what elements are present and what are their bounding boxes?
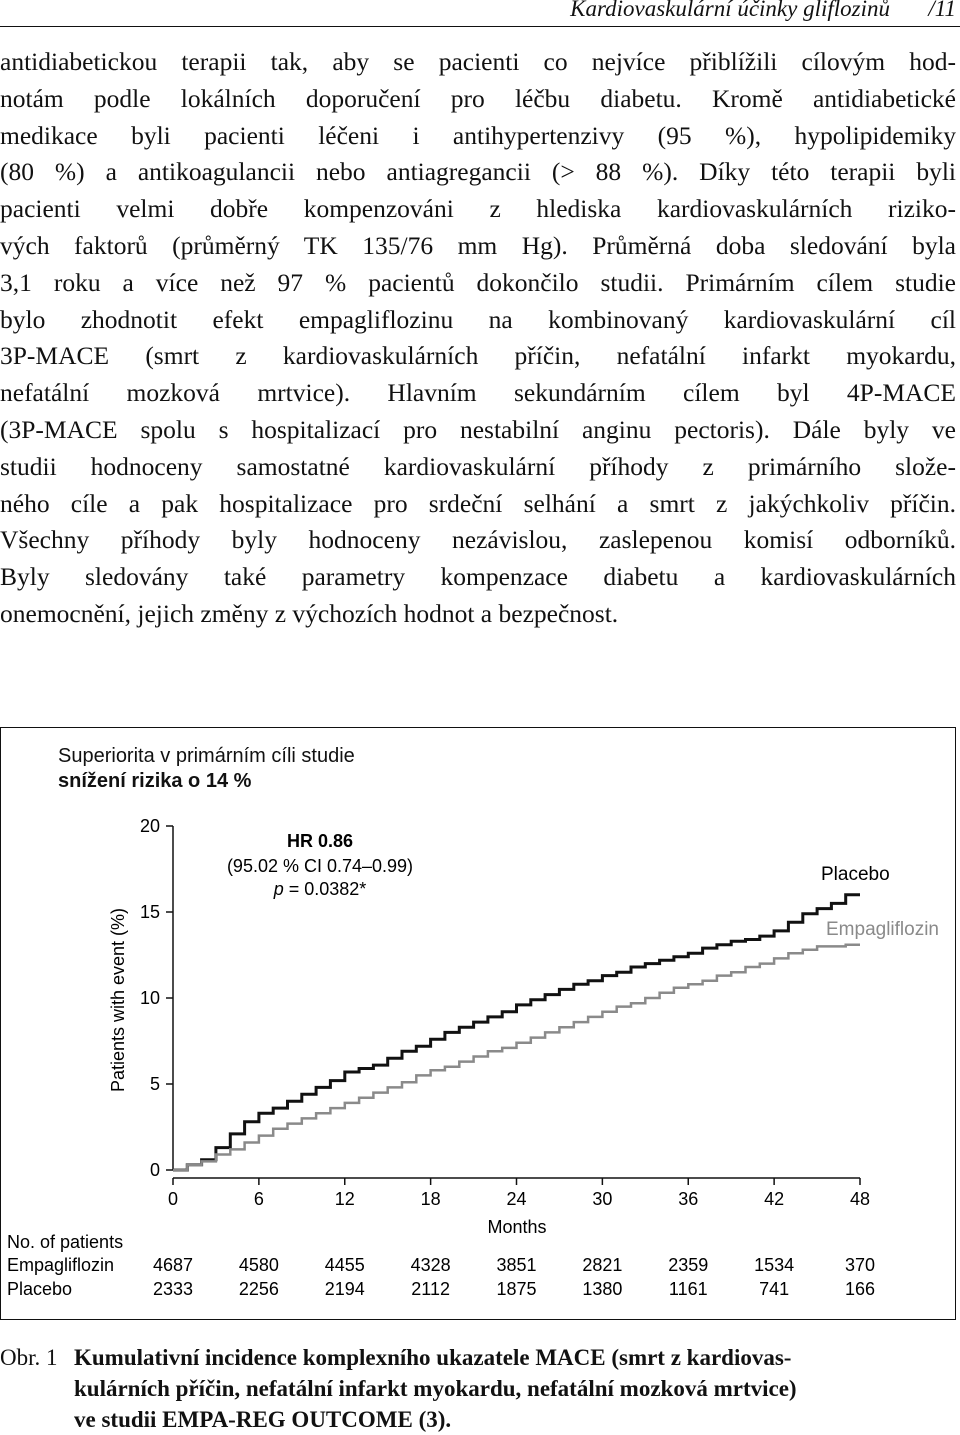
risk-table-cell: 1161 <box>668 1279 708 1299</box>
risk-table-cell: 2821 <box>582 1255 623 1275</box>
running-title: Kardiovaskulární účinky gliflozinů <box>570 0 890 21</box>
risk-table-cell: 2333 <box>152 1279 194 1299</box>
y-axis-title: Patients with event (%) <box>108 907 128 1093</box>
body-line: medikace byli pacienti léčeni i antihypertenzivy (95 %), hypolipidemiky <box>0 120 956 150</box>
risk-table-cell: 4687 <box>152 1255 194 1275</box>
body-line: onemocnění, jejich změny z výchozích hodnot a bezpečnost. <box>0 598 619 628</box>
body-line: Byly sledovány také parametry kompenzace diabetu a kardiovaskulárních <box>0 562 956 592</box>
body-line: (3P-MACE spolu s hospitalizací pro nestabilní anginu pectoris). Dále byly ve <box>0 414 956 444</box>
x-ticks <box>168 1178 870 1209</box>
empagliflozin-series-label: Empagliflozin <box>826 919 939 940</box>
body-line: Všechny příhody byly hodnoceny nezávislou, zaslepenou komisí odborníků. <box>0 525 956 555</box>
ci-label: (95.02 % CI 0.74–0.99) <box>226 856 414 876</box>
x-tick-label: 24 <box>506 1189 527 1209</box>
p-symbol: p <box>273 879 284 899</box>
risk-table-cells <box>153 1255 875 1299</box>
x-tick-label: 42 <box>764 1189 785 1209</box>
x-tick-label: 12 <box>334 1189 355 1209</box>
y-ticks <box>140 816 173 1180</box>
body-line: (80 %) a antikoagulancii nebo antiagregancii (> 88 %). Díky této terapii byli <box>0 157 956 187</box>
x-tick-label: 36 <box>678 1189 699 1209</box>
x-tick-label: 0 <box>167 1189 179 1209</box>
risk-table-header: No. of patients <box>7 1232 124 1252</box>
caption-line: Kumulativní incidence komplexního ukazatele MACE (smrt z kardiovas- <box>74 1345 792 1370</box>
y-tick-label: 10 <box>139 988 160 1008</box>
body-line: nefatální mozková mrtvice). Hlavním sekundárním cílem byl 4P-MACE <box>0 378 956 408</box>
x-tick-label: 48 <box>849 1189 871 1209</box>
p-value-label <box>273 879 367 899</box>
empagliflozin-curve <box>173 945 860 1170</box>
risk-table-cell: 2194 <box>324 1279 365 1299</box>
body-line: 3,1 roku a více než 97 % pacientů dokončilo studii. Primárním cílem studie <box>0 267 956 297</box>
body-line: vých faktorů (průměrný TK 135/76 mm Hg). Průměrná doba sledování byla <box>0 230 956 260</box>
hr-label: HR 0.86 <box>286 831 354 851</box>
caption-line: kulárních příčin, nefatální infarkt myokardu, nefatální mozková mrtvice) <box>74 1376 797 1401</box>
x-tick-label: 6 <box>253 1189 264 1209</box>
y-tick-label: 0 <box>149 1160 160 1180</box>
risk-table-cell: 2359 <box>668 1255 709 1275</box>
x-axis-title: Months <box>487 1217 547 1237</box>
p-value: = 0.0382* <box>283 879 367 899</box>
risk-table-cell: 4580 <box>238 1255 279 1275</box>
page-number: /11 <box>928 0 956 21</box>
risk-table-cell: 3851 <box>496 1255 537 1275</box>
risk-row-label-placebo: Placebo <box>7 1279 73 1299</box>
figure-title: Superiorita v primárním cíli studie <box>58 745 355 767</box>
risk-table-cell: 1875 <box>496 1279 537 1299</box>
body-line: ného cíle a pak hospitalizace pro srdeční selhání a smrt z jakýchkoliv příčin. <box>0 488 956 518</box>
caption-label: Obr. 1 <box>0 1345 58 1370</box>
body-line: 3P-MACE (smrt z kardiovaskulárních příčin, nefatální infarkt myokardu, <box>0 341 956 371</box>
risk-table-cell: 4455 <box>324 1255 365 1275</box>
y-tick-label: 20 <box>139 816 160 836</box>
body-line: notám podle lokálních doporučení pro léčbu diabetu. Kromě antidiabetické <box>0 83 956 113</box>
caption-line: ve studii EMPA-REG OUTCOME (3). <box>74 1407 452 1432</box>
risk-table-cell: 2256 <box>238 1279 279 1299</box>
risk-table-cell: 166 <box>844 1279 876 1299</box>
y-tick-label: 15 <box>139 902 160 922</box>
risk-table-cell: 370 <box>844 1255 876 1275</box>
risk-table-cell: 741 <box>759 1279 790 1299</box>
risk-table-cell: 1380 <box>582 1279 623 1299</box>
risk-row-label-empagliflozin: Empagliflozin <box>7 1255 115 1275</box>
x-tick-label: 30 <box>592 1189 613 1209</box>
risk-table-cell: 2112 <box>411 1279 450 1299</box>
body-line: studii hodnoceny samostatné kardiovaskulární příhody z primárního slože- <box>0 451 956 481</box>
body-line: bylo zhodnotit efekt empagliflozinu na kombinovaný kardiovaskulární cíl <box>0 304 956 334</box>
x-tick-label: 18 <box>420 1189 441 1209</box>
risk-table-cell: 1534 <box>754 1255 795 1275</box>
body-line: antidiabetickou terapii tak, aby se pacienti co nejvíce přiblížili cílovým hod- <box>0 47 956 76</box>
risk-table-cell: 4328 <box>410 1255 451 1275</box>
y-tick-label: 5 <box>149 1074 160 1094</box>
placebo-series-label: Placebo <box>821 864 890 885</box>
body-line: pacienti velmi dobře kompenzováni z hlediska kardiovaskulárních riziko- <box>0 194 956 224</box>
figure-title-bold: snížení rizika o 14 % <box>58 770 252 792</box>
